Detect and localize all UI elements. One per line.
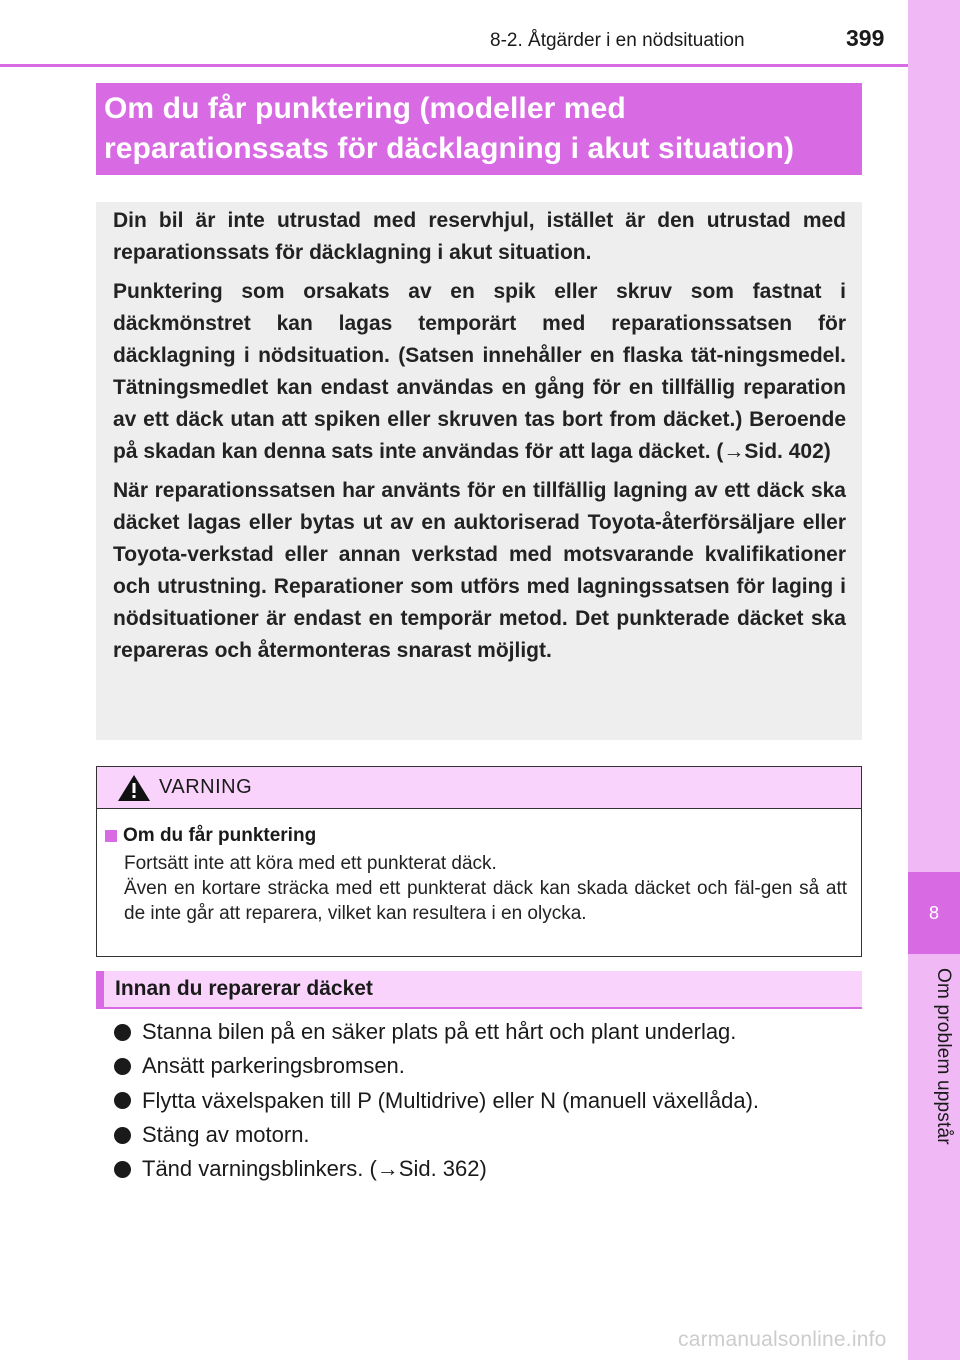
watermark: carmanualsonline.info bbox=[678, 1328, 887, 1351]
chapter-number-tab[interactable]: 8 bbox=[908, 872, 960, 954]
warning-label: VARNING bbox=[159, 776, 253, 798]
list-item bbox=[114, 1084, 874, 1118]
intro-paragraph-2: Punktering som orsakats av en spik eller skruv som fastnat i däckmönstret kan lagas temporärt med reparationssatsen för däcklagning i nödsituation. (Satsen innehåller en flaska tät-ningsmedel. Tätningsmedlet kan endast användas en gång för en tillfällig reparation av ett däck utan att spiken eller skruven tas bort from däcket.) Beroende på skadan kan denna sats inte användas för att laga däcket. (→Sid. 402) bbox=[113, 280, 846, 463]
list-item bbox=[114, 1118, 874, 1152]
step-text: Ansätt parkeringsbromsen. bbox=[142, 1053, 405, 1079]
square-bullet-icon bbox=[105, 830, 117, 842]
step-text: Tänd varningsblinkers. (→Sid. 362) bbox=[142, 1156, 487, 1182]
warning-triangle-icon bbox=[117, 774, 151, 802]
step-text: Stanna bilen på en säker plats på ett hårt och plant underlag. bbox=[142, 1019, 737, 1045]
main-title-line-2: reparationssats för däcklagning i akut situation) bbox=[104, 132, 795, 165]
warning-subheading-text: Om du får punktering bbox=[123, 825, 317, 846]
bullet-icon bbox=[114, 1058, 131, 1075]
subsection-title: Innan du reparerar däcket bbox=[115, 977, 373, 1000]
list-item bbox=[114, 1015, 874, 1049]
step-text: Flytta växelspaken till P (Multidrive) eller N (manuell växellåda). bbox=[142, 1087, 760, 1113]
warning-subheading bbox=[105, 825, 847, 847]
intro-paragraph-3: När reparationssatsen har använts för en tillfällig lagning av ett däck ska däcket lagas eller bytas ut av en auktoriserad Toyota-återförsäljare eller Toyota-verkstad eller annan verkstad med motsvarande kvalifikationer och utrustning. Reparationer som utförs med lagningssatsen för laging i nödsituationer är endast en temporär metod. Det punkterade däcket ska repareras och återmonteras snarast möjligt. bbox=[113, 479, 846, 662]
bullet-icon bbox=[114, 1127, 131, 1144]
main-title bbox=[96, 83, 862, 175]
warning-box bbox=[96, 766, 862, 957]
bullet-icon bbox=[114, 1024, 131, 1041]
section-title: 8-2. Åtgärder i en nödsituation bbox=[490, 30, 745, 51]
chapter-label: Om problem uppstår bbox=[933, 968, 954, 1145]
warning-line-2: Även en kortare sträcka med ett punkterat däck kan skada däcket och fäl-gen så att de inte går att reparera, vilket kan resultera i en olycka. bbox=[124, 878, 847, 924]
warning-line-1: Fortsätt inte att köra med ett punkterat däck. bbox=[124, 853, 497, 874]
bullet-icon bbox=[114, 1161, 131, 1178]
step-text: Stäng av motorn. bbox=[142, 1122, 310, 1148]
subsection-header bbox=[96, 971, 862, 1009]
warning-content bbox=[97, 809, 861, 926]
intro-paragraph-1: Din bil är inte utrustad med reservhjul, istället är den utrustad med reparationssats för däcklagning i akut situation. bbox=[113, 209, 846, 264]
header-divider bbox=[0, 64, 908, 67]
bullet-icon bbox=[114, 1092, 131, 1109]
list-item bbox=[114, 1152, 874, 1186]
list-item bbox=[114, 1049, 874, 1083]
intro-box bbox=[96, 202, 862, 740]
warning-header bbox=[97, 767, 861, 809]
page-number: 399 bbox=[846, 25, 885, 51]
main-title-line-1: Om du får punktering (modeller med bbox=[104, 92, 626, 125]
steps-list bbox=[114, 1015, 874, 1186]
